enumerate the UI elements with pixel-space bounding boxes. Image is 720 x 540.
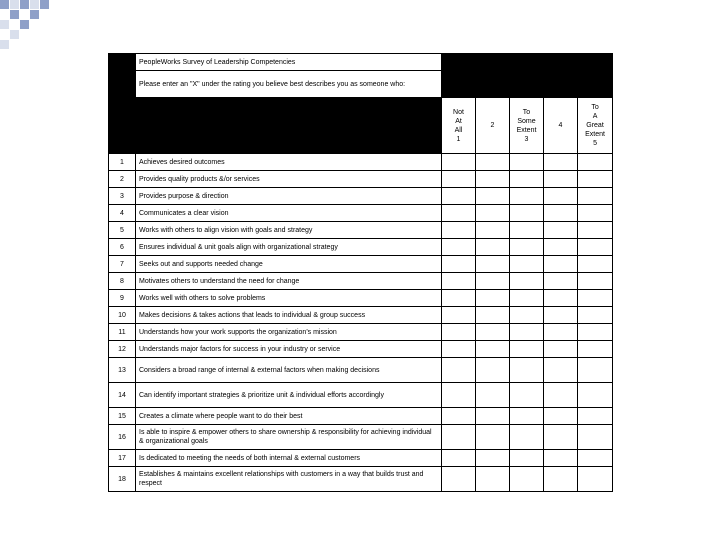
rating-cell-3[interactable] <box>510 239 544 256</box>
item-number: 6 <box>109 239 136 256</box>
rating-cell-1[interactable] <box>442 408 476 425</box>
rating-cell-3[interactable] <box>510 324 544 341</box>
item-number: 14 <box>109 383 136 408</box>
item-number: 15 <box>109 408 136 425</box>
item-number: 13 <box>109 358 136 383</box>
rating-cell-4[interactable] <box>544 324 578 341</box>
rating-cell-4[interactable] <box>544 239 578 256</box>
deco-square <box>0 40 9 49</box>
rating-cell-5[interactable] <box>578 273 613 290</box>
rating-cell-5[interactable] <box>578 307 613 324</box>
table-row <box>109 467 613 492</box>
item-number: 1 <box>109 154 136 171</box>
header-num-cell <box>109 54 136 71</box>
deco-square <box>40 0 49 9</box>
table-row <box>109 222 613 239</box>
table-row <box>109 307 613 324</box>
rating-cell-3[interactable] <box>510 205 544 222</box>
rating-cell-5[interactable] <box>578 341 613 358</box>
rating-cell-2[interactable] <box>476 307 510 324</box>
deco-square <box>20 20 29 29</box>
rating-cell-1[interactable] <box>442 205 476 222</box>
rating-cell-2[interactable] <box>476 273 510 290</box>
rating-cell-2[interactable] <box>476 222 510 239</box>
table-row <box>109 188 613 205</box>
item-text: Works well with others to solve problems <box>136 290 442 307</box>
deco-square <box>0 20 9 29</box>
rating-cell-1[interactable] <box>442 188 476 205</box>
rating-cell-2[interactable] <box>476 205 510 222</box>
table-row <box>109 324 613 341</box>
rating-cell-2[interactable] <box>476 324 510 341</box>
rating-cell-1[interactable] <box>442 273 476 290</box>
table-row <box>109 450 613 467</box>
table-row <box>109 358 613 383</box>
rating-cell-2[interactable] <box>476 383 510 408</box>
rating-cell-5[interactable] <box>578 256 613 273</box>
item-text: Seeks out and supports needed change <box>136 256 442 273</box>
rating-cell-3[interactable] <box>510 222 544 239</box>
rating-cell-1[interactable] <box>442 467 476 492</box>
rating-cell-5[interactable] <box>578 205 613 222</box>
item-number: 16 <box>109 425 136 450</box>
rating-cell-1[interactable] <box>442 154 476 171</box>
table-row <box>109 383 613 408</box>
rating-cell-4[interactable] <box>544 188 578 205</box>
table-row <box>109 425 613 450</box>
rating-cell-4[interactable] <box>544 358 578 383</box>
rating-cell-5[interactable] <box>578 188 613 205</box>
item-number: 4 <box>109 205 136 222</box>
rating-cell-2[interactable] <box>476 256 510 273</box>
header-num-cell <box>109 98 136 154</box>
rating-cell-1[interactable] <box>442 358 476 383</box>
table-row <box>109 341 613 358</box>
rating-cell-2[interactable] <box>476 290 510 307</box>
item-text: Establishes & maintains excellent relationships with customers in a way that builds trust and respect <box>136 467 442 492</box>
deco-square <box>30 0 39 9</box>
item-text: Is dedicated to meeting the needs of both internal & external customers <box>136 450 442 467</box>
item-number: 17 <box>109 450 136 467</box>
rating-cell-3[interactable] <box>510 307 544 324</box>
rating-cell-4[interactable] <box>544 307 578 324</box>
item-number: 3 <box>109 188 136 205</box>
rating-cell-5[interactable] <box>578 450 613 467</box>
rating-cell-3[interactable] <box>510 341 544 358</box>
rating-cell-1[interactable] <box>442 341 476 358</box>
rating-cell-4[interactable] <box>544 222 578 239</box>
deco-square <box>10 30 19 39</box>
rating-cell-2[interactable] <box>476 425 510 450</box>
item-rows <box>109 154 613 492</box>
rating-cell-4[interactable] <box>544 425 578 450</box>
item-text: Ensures individual & unit goals align with organizational strategy <box>136 239 442 256</box>
item-number: 18 <box>109 467 136 492</box>
table-row <box>109 256 613 273</box>
rating-cell-1[interactable] <box>442 222 476 239</box>
table-row <box>109 273 613 290</box>
rating-cell-4[interactable] <box>544 450 578 467</box>
rating-cell-3[interactable] <box>510 154 544 171</box>
rating-cell-5[interactable] <box>578 324 613 341</box>
item-number: 10 <box>109 307 136 324</box>
rating-header-3: To Some Extent 3 <box>510 98 544 154</box>
rating-cell-1[interactable] <box>442 425 476 450</box>
rating-header-1: Not At All 1 <box>442 98 476 154</box>
item-number: 7 <box>109 256 136 273</box>
table-row <box>109 408 613 425</box>
rating-cell-2[interactable] <box>476 450 510 467</box>
rating-cell-3[interactable] <box>510 273 544 290</box>
rating-cell-5[interactable] <box>578 358 613 383</box>
survey-title: PeopleWorks Survey of Leadership Competencies <box>136 54 442 71</box>
rating-cell-5[interactable] <box>578 171 613 188</box>
deco-square <box>10 0 19 9</box>
rating-cell-1[interactable] <box>442 256 476 273</box>
rating-cell-5[interactable] <box>578 222 613 239</box>
rating-cell-1[interactable] <box>442 307 476 324</box>
rating-cell-3[interactable] <box>510 383 544 408</box>
rating-cell-5[interactable] <box>578 467 613 492</box>
rating-cell-4[interactable] <box>544 171 578 188</box>
rating-cell-2[interactable] <box>476 341 510 358</box>
item-text: Provides purpose & direction <box>136 188 442 205</box>
rating-cell-1[interactable] <box>442 290 476 307</box>
item-text: Provides quality products &/or services <box>136 171 442 188</box>
deco-square <box>0 0 9 9</box>
rating-cell-4[interactable] <box>544 205 578 222</box>
item-number: 11 <box>109 324 136 341</box>
rating-cell-1[interactable] <box>442 450 476 467</box>
rating-cell-4[interactable] <box>544 256 578 273</box>
rating-cell-5[interactable] <box>578 154 613 171</box>
rating-cell-1[interactable] <box>442 383 476 408</box>
rating-cell-3[interactable] <box>510 171 544 188</box>
rating-cell-1[interactable] <box>442 324 476 341</box>
item-text: Considers a broad range of internal & external factors when making decisions <box>136 358 442 383</box>
table-row <box>109 154 613 171</box>
deco-square <box>20 0 29 9</box>
rating-cell-2[interactable] <box>476 408 510 425</box>
item-text: Motivates others to understand the need for change <box>136 273 442 290</box>
item-number: 5 <box>109 222 136 239</box>
rating-cell-4[interactable] <box>544 154 578 171</box>
table-row <box>109 171 613 188</box>
rating-cell-3[interactable] <box>510 467 544 492</box>
rating-cell-3[interactable] <box>510 408 544 425</box>
item-text: Is able to inspire & empower others to share ownership & responsibility for achieving individual & organizational goals <box>136 425 442 450</box>
item-text: Makes decisions & takes actions that leads to individual & group success <box>136 307 442 324</box>
item-text: Can identify important strategies & prioritize unit & individual efforts accordingly <box>136 383 442 408</box>
item-number: 2 <box>109 171 136 188</box>
item-text: Creates a climate where people want to do their best <box>136 408 442 425</box>
item-text: Communicates a clear vision <box>136 205 442 222</box>
rating-cell-3[interactable] <box>510 256 544 273</box>
table-row <box>109 205 613 222</box>
header-num-cell <box>109 71 136 98</box>
rating-cell-5[interactable] <box>578 408 613 425</box>
rating-cell-1[interactable] <box>442 171 476 188</box>
rating-cell-2[interactable] <box>476 154 510 171</box>
header-dark-cell <box>442 54 613 71</box>
item-text: Achieves desired outcomes <box>136 154 442 171</box>
rating-cell-2[interactable] <box>476 171 510 188</box>
rating-cell-5[interactable] <box>578 290 613 307</box>
rating-cell-3[interactable] <box>510 290 544 307</box>
table-row <box>109 290 613 307</box>
rating-cell-3[interactable] <box>510 425 544 450</box>
rating-cell-4[interactable] <box>544 341 578 358</box>
rating-cell-4[interactable] <box>544 383 578 408</box>
rating-header-2: 2 <box>476 98 510 154</box>
item-number: 12 <box>109 341 136 358</box>
rating-cell-5[interactable] <box>578 425 613 450</box>
survey-instructions: Please enter an "X" under the rating you believe best describes you as someone who: <box>136 71 442 98</box>
item-text: Understands major factors for success in your industry or service <box>136 341 442 358</box>
rating-cell-4[interactable] <box>544 290 578 307</box>
rating-cell-5[interactable] <box>578 383 613 408</box>
header-dark-cell <box>136 98 442 154</box>
rating-cell-3[interactable] <box>510 358 544 383</box>
item-number: 8 <box>109 273 136 290</box>
rating-header-5: To A Great Extent 5 <box>578 98 613 154</box>
rating-cell-1[interactable] <box>442 239 476 256</box>
deco-square <box>30 10 39 19</box>
rating-cell-3[interactable] <box>510 450 544 467</box>
rating-header-4: 4 <box>544 98 578 154</box>
rating-cell-2[interactable] <box>476 239 510 256</box>
deco-square <box>10 10 19 19</box>
rating-cell-4[interactable] <box>544 467 578 492</box>
rating-cell-4[interactable] <box>544 408 578 425</box>
table-row <box>109 239 613 256</box>
decorative-squares <box>0 0 80 60</box>
rating-cell-3[interactable] <box>510 188 544 205</box>
item-number: 9 <box>109 290 136 307</box>
header-dark-cell <box>442 71 613 98</box>
rating-cell-5[interactable] <box>578 239 613 256</box>
survey-table <box>108 53 613 492</box>
item-text: Understands how your work supports the organization's mission <box>136 324 442 341</box>
rating-cell-2[interactable] <box>476 358 510 383</box>
rating-cell-2[interactable] <box>476 188 510 205</box>
rating-cell-2[interactable] <box>476 467 510 492</box>
item-text: Works with others to align vision with goals and strategy <box>136 222 442 239</box>
rating-cell-4[interactable] <box>544 273 578 290</box>
